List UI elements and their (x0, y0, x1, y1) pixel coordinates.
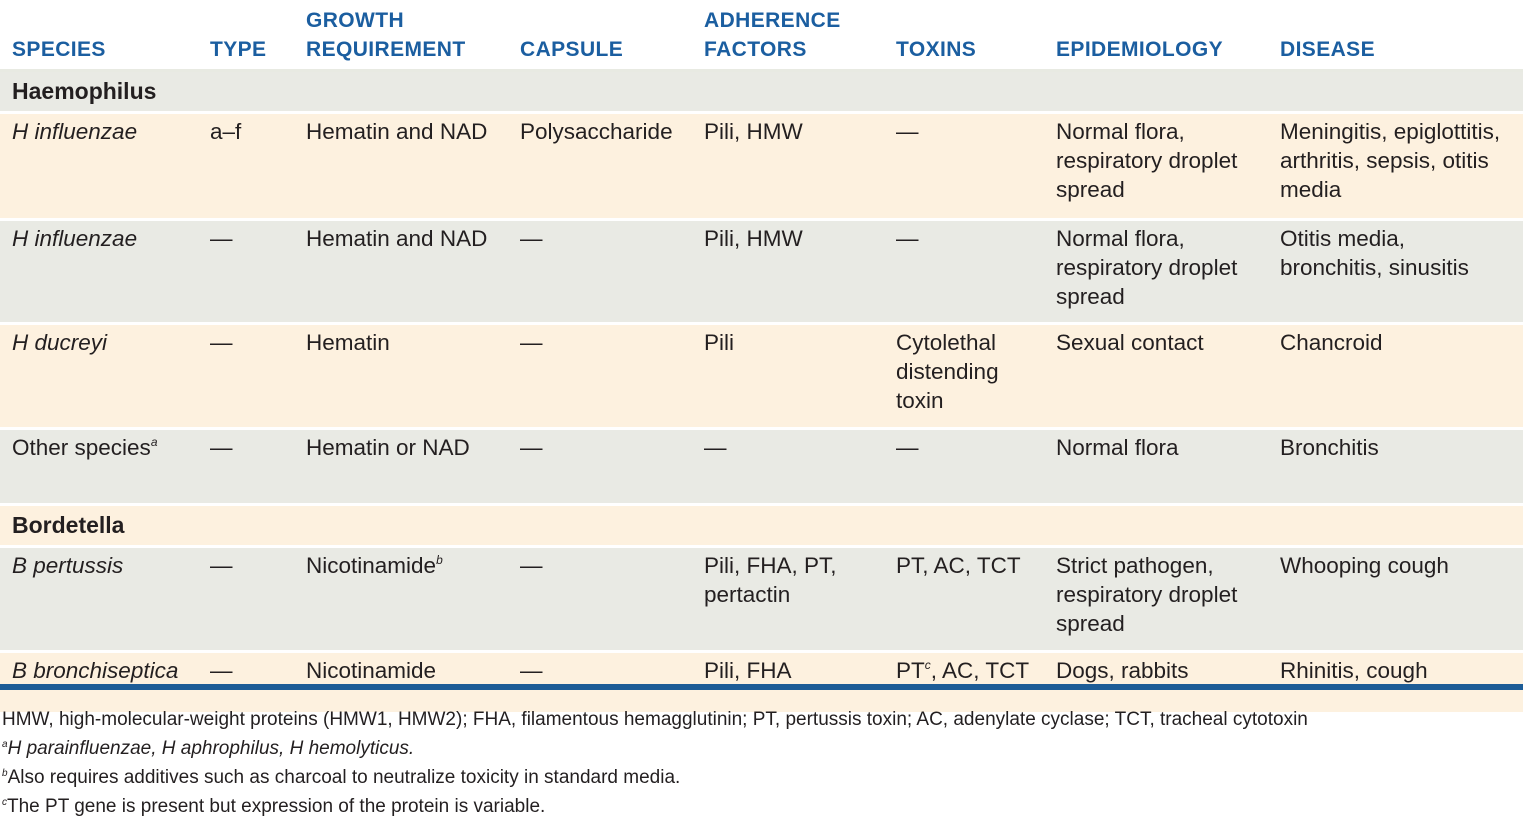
header-toxins: TOXINS (884, 0, 1044, 71)
table-row (0, 220, 1523, 324)
cell-growth: Nicotinamide (294, 652, 508, 714)
cell-capsule: — (508, 324, 692, 429)
cell-type: a–f (198, 113, 294, 220)
cell-epidemiology: Normal flora, respiratory droplet spread (1044, 220, 1268, 324)
cell-type: — (198, 652, 294, 714)
cell-capsule: Polysaccharide (508, 113, 692, 220)
table-row (0, 547, 1523, 652)
header-row (0, 0, 1523, 71)
cell-species: H influenzae (0, 220, 198, 324)
cell-toxins: $PT^c$, AC, TCT (884, 652, 1044, 714)
section-row-haemophilus (0, 71, 1523, 113)
cell-adherence: Pili, FHA, PT, pertactin (692, 547, 884, 652)
cell-species: H influenzae (0, 113, 198, 220)
cell-epidemiology: Normal flora, respiratory droplet spread (1044, 113, 1268, 220)
cell-growth: Nicotinamide$^b$ (294, 547, 508, 652)
header-adherence-factors: ADHERENCE FACTORS (692, 0, 884, 71)
cell-disease: Meningitis, epiglottitis, arthritis, sepsis, otitis media (1268, 113, 1523, 220)
table-bottom-rule (0, 684, 1523, 690)
cell-toxins: — (884, 220, 1044, 324)
cell-toxins: — (884, 113, 1044, 220)
cell-capsule: — (508, 220, 692, 324)
cell-growth: Hematin (294, 324, 508, 429)
cell-adherence: Pili, HMW (692, 220, 884, 324)
cell-disease: Otitis media, bronchitis, sinusitis (1268, 220, 1523, 324)
footnotes (2, 705, 1512, 821)
cell-type: — (198, 547, 294, 652)
cell-toxins: Cytolethal distending toxin (884, 324, 1044, 429)
cell-epidemiology: Dogs, rabbits (1044, 652, 1268, 714)
header-disease: DISEASE (1268, 0, 1523, 71)
cell-disease: Whooping cough (1268, 547, 1523, 652)
section-row-bordetella (0, 505, 1523, 547)
header-species: SPECIES (0, 0, 198, 71)
cell-disease: Chancroid (1268, 324, 1523, 429)
cell-epidemiology: Sexual contact (1044, 324, 1268, 429)
footnote-b: $^b$Also requires additives such as charcoal to neutralize toxicity in standard media. (2, 767, 681, 788)
cell-disease: Rhinitis, cough (1268, 652, 1523, 714)
cell-capsule: — (508, 652, 692, 714)
footnote-abbreviations: HMW, high-molecular-weight proteins (HMW1, HMW2); FHA, filamentous hemagglutinin; PT, pertussis toxin; AC, adenylate cyclase; TCT, tracheal cytotoxin (2, 709, 1308, 730)
cell-type: — (198, 429, 294, 505)
cell-epidemiology: Strict pathogen, respiratory droplet spread (1044, 547, 1268, 652)
cell-type: — (198, 220, 294, 324)
footnote-marker: a (150, 435, 158, 449)
table-row (0, 113, 1523, 220)
cell-capsule: — (508, 547, 692, 652)
table-row (0, 429, 1523, 505)
cell-growth: Hematin and NAD (294, 220, 508, 324)
table-row (0, 324, 1523, 429)
cell-adherence: — (692, 429, 884, 505)
cell-adherence: Pili, FHA (692, 652, 884, 714)
cell-capsule: — (508, 429, 692, 505)
header-growth-requirement: GROWTH REQUIREMENT (294, 0, 508, 71)
footnote-a: $^a$H parainfluenzae, H aphrophilus, H hemolyticus. (2, 738, 415, 759)
cell-epidemiology: Normal flora (1044, 429, 1268, 505)
cell-species: B pertussis (0, 547, 198, 652)
footnote-c: $^c$The PT gene is present but expression of the protein is variable. (2, 796, 546, 817)
cell-toxins: — (884, 429, 1044, 505)
cell-growth: Hematin and NAD (294, 113, 508, 220)
cell-growth: Hematin or NAD (294, 429, 508, 505)
header-capsule: CAPSULE (508, 0, 692, 71)
cell-toxins: PT, AC, TCT (884, 547, 1044, 652)
section-label: Haemophilus (0, 71, 1523, 113)
cell-species: H ducreyi (0, 324, 198, 429)
cell-species: B bronchiseptica (0, 652, 198, 714)
header-epidemiology: EPIDEMIOLOGY (1044, 0, 1268, 71)
section-label: Bordetella (0, 505, 1523, 547)
cell-adherence: Pili (692, 324, 884, 429)
cell-disease: Bronchitis (1268, 429, 1523, 505)
cell-adherence: Pili, HMW (692, 113, 884, 220)
footnote-marker: b (436, 553, 443, 567)
cell-species: Other species$^a$ (0, 429, 198, 505)
header-type: TYPE (198, 0, 294, 71)
cell-type: — (198, 324, 294, 429)
footnote-marker: c (924, 658, 931, 672)
